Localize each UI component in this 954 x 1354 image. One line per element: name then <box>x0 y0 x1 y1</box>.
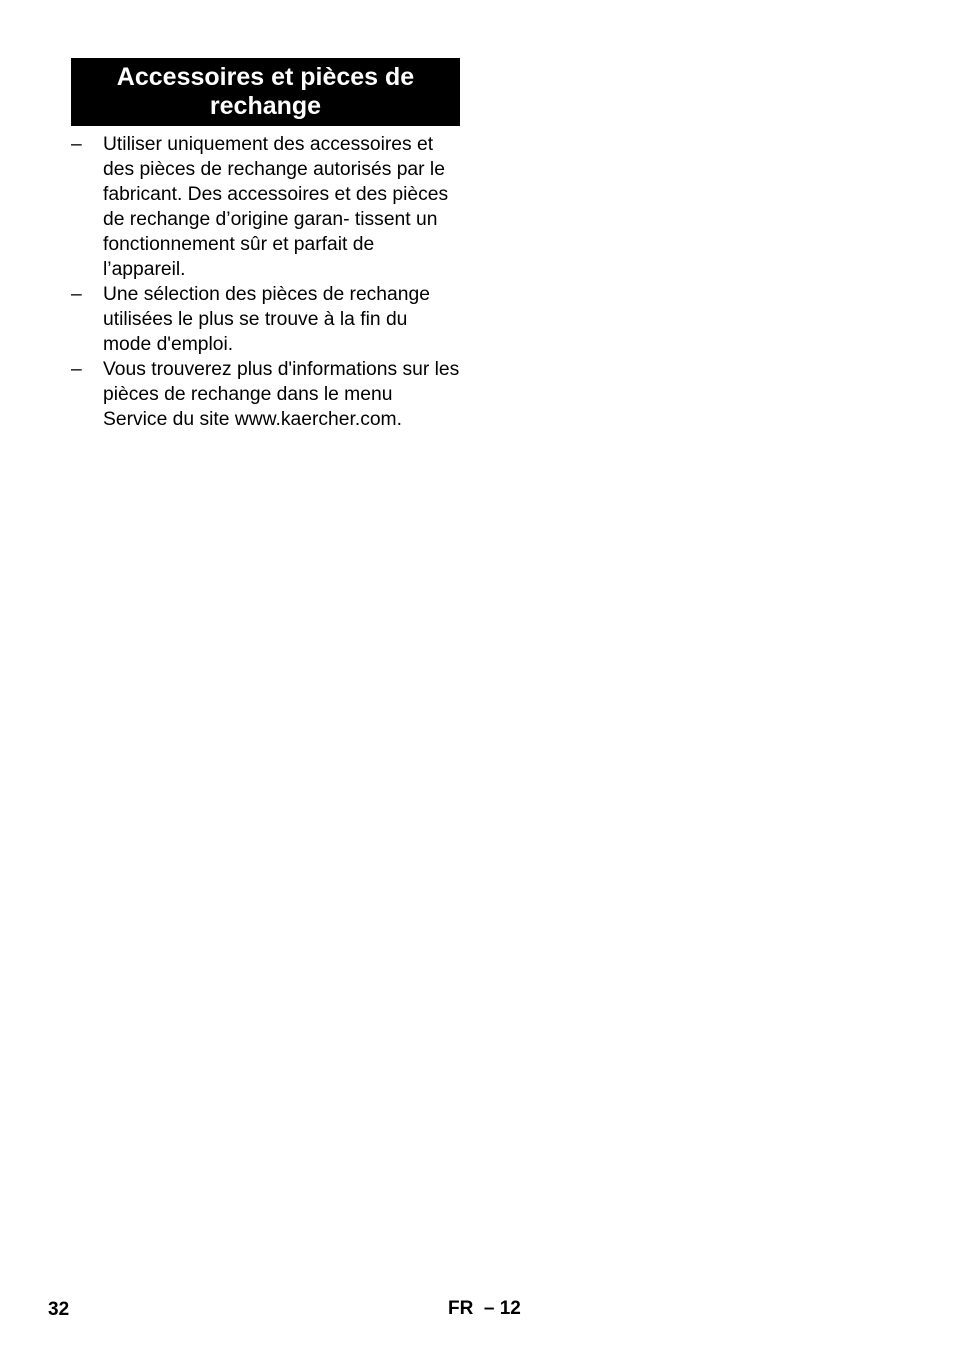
list-item-text: Vous trouverez plus d'informations sur les pièces de rechange dans le menu Service du site www.kaercher.com. <box>103 359 460 430</box>
page-number: 32 <box>48 1299 70 1320</box>
list-item <box>71 132 460 282</box>
section-title: Accessoires et pièces de rechange <box>116 63 415 120</box>
list-item <box>71 357 460 432</box>
list-item <box>71 282 460 357</box>
bullet-list <box>71 132 460 432</box>
bullet-dash: – <box>71 284 82 305</box>
language-page-indicator: FR – 12 <box>448 1298 521 1319</box>
bullet-dash: – <box>71 134 82 155</box>
bullet-dash: – <box>71 359 82 380</box>
section-header <box>71 58 460 126</box>
list-item-text: Utiliser uniquement des accessoires et des pièces de rechange autorisés par le fabricant. Des accessoires et des pièces de rechange d’origine garan- tissent un fonctionnement sûr et parfait de l’appareil. <box>103 134 449 280</box>
list-item-text: Une sélection des pièces de rechange utilisées le plus se trouve à la fin du mode d'emploi. <box>103 284 430 355</box>
